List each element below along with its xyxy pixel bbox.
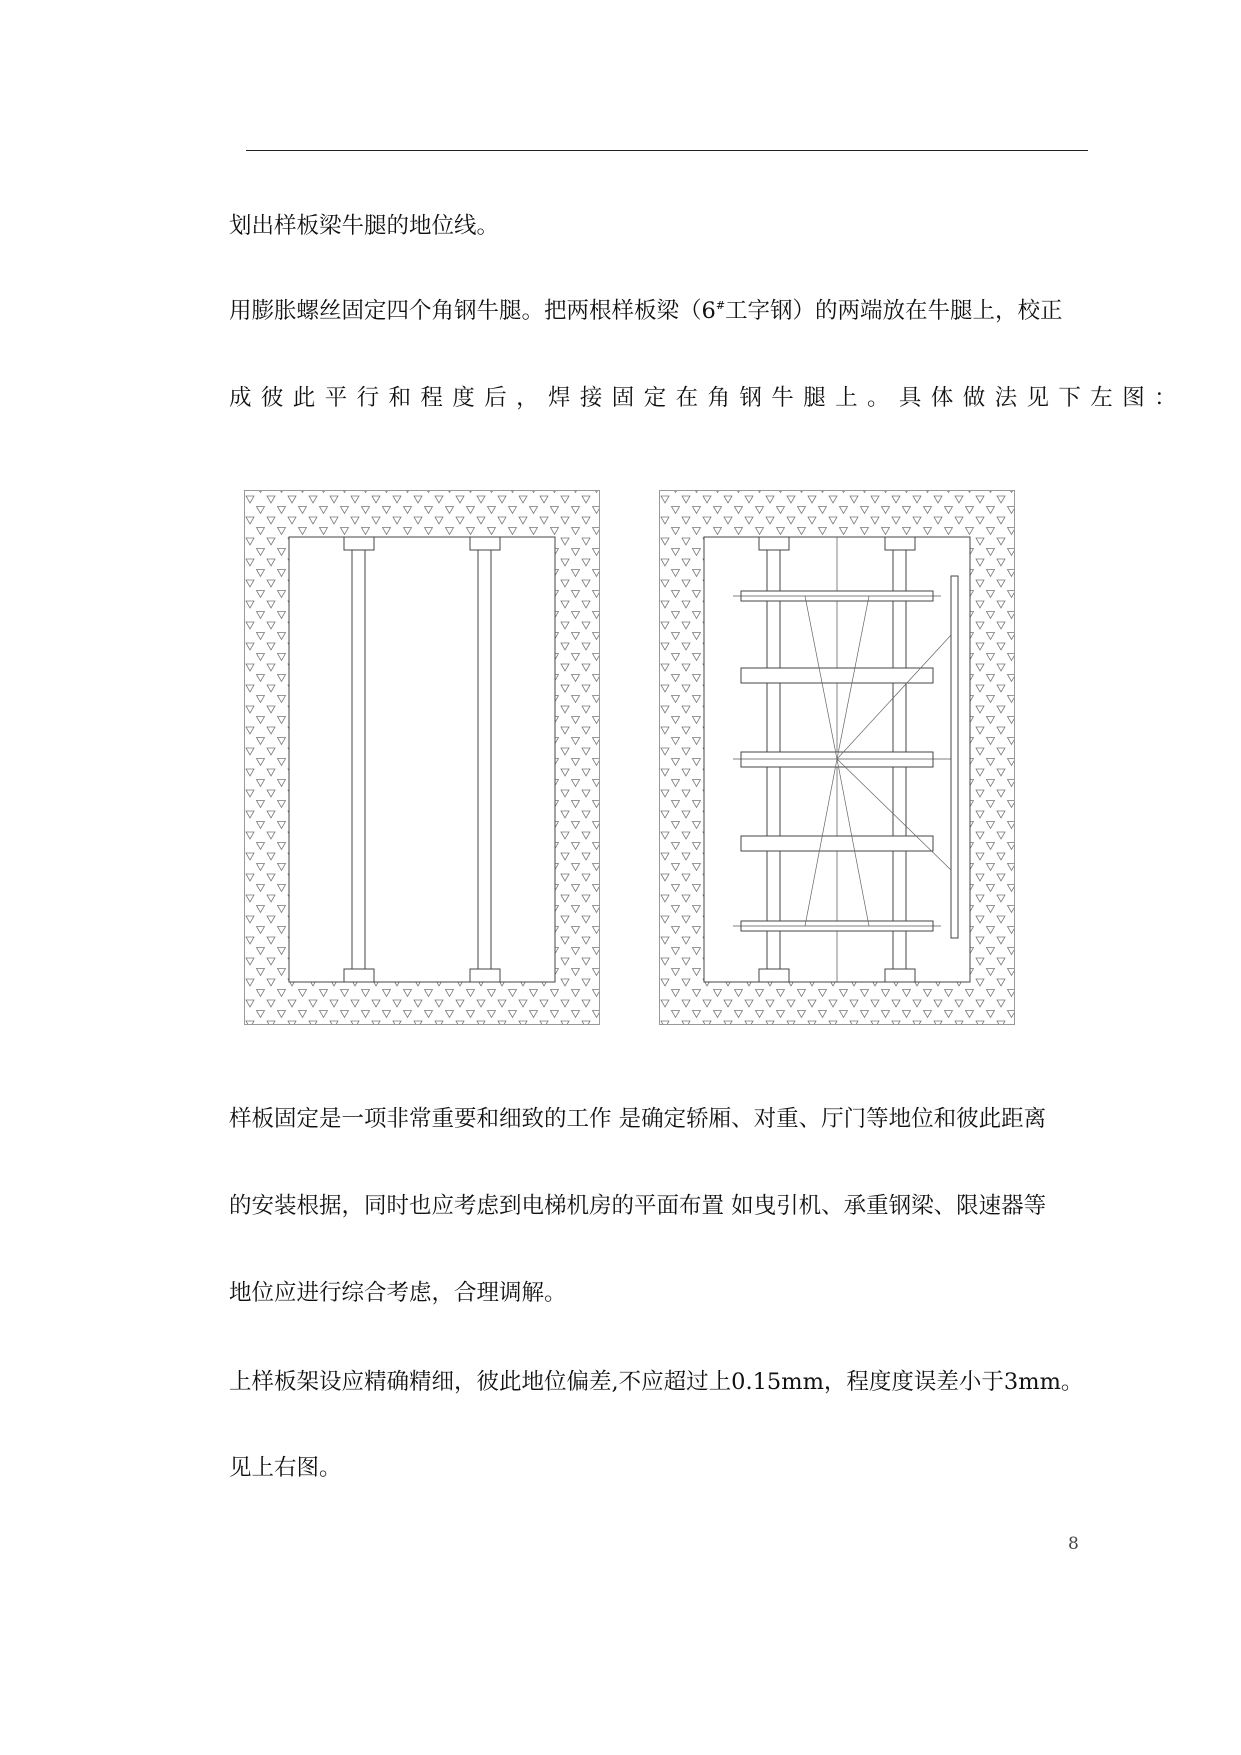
paragraph-5: 的安装根据，同时也应考虑到电梯机房的平面布置 如曳引机、承重钢梁、限速器等 xyxy=(229,1193,1047,1219)
left-template-beam-1 xyxy=(352,550,365,969)
right-angle-bracket-bottom-1 xyxy=(759,969,789,982)
paragraph-8: 见上右图。 xyxy=(229,1455,342,1481)
right-figure-template-frame xyxy=(659,490,1015,1025)
left-wall-hatch xyxy=(245,491,600,1025)
paragraph-7: 上样板架设应精确精细，彼此地位偏差,不应超过上0.15mm，程度度误差小于3mm。 xyxy=(229,1369,1084,1395)
left-template-beam-2 xyxy=(478,550,491,969)
paragraph-6: 地位应进行综合考虑，合理调解。 xyxy=(229,1280,567,1306)
paragraph-2-start: 用膨胀螺丝固定四个角钢牛腿。把两根样板梁（6 xyxy=(229,298,716,324)
right-angle-bracket-top-1 xyxy=(759,537,789,550)
paragraph-3: 成彼此平行和程度后，焊接固定在角钢牛腿上。具体做法见下左图： xyxy=(229,385,1187,411)
right-angle-bracket-top-2 xyxy=(885,537,915,550)
left-figure-template-beams xyxy=(244,490,600,1025)
paragraph-2-end: 工字钢）的两端放在牛腿上，校正 xyxy=(725,298,1063,324)
left-angle-bracket-top-2 xyxy=(470,537,500,550)
header-rule xyxy=(246,150,1088,151)
left-angle-bracket-top-1 xyxy=(344,537,374,550)
page-number: 8 xyxy=(1068,1534,1079,1554)
right-door-template-bar xyxy=(951,576,958,938)
right-angle-bracket-bottom-2 xyxy=(885,969,915,982)
paragraph-2 xyxy=(229,300,1063,323)
paragraph-2-superscript: # xyxy=(715,299,726,312)
paragraph-1: 划出样板梁牛腿的地位线。 xyxy=(229,213,500,239)
left-angle-bracket-bottom-1 xyxy=(344,969,374,982)
paragraph-4: 样板固定是一项非常重要和细致的工作 是确定轿厢、对重、厅门等地位和彼此距离 xyxy=(229,1106,1047,1132)
left-angle-bracket-bottom-2 xyxy=(470,969,500,982)
